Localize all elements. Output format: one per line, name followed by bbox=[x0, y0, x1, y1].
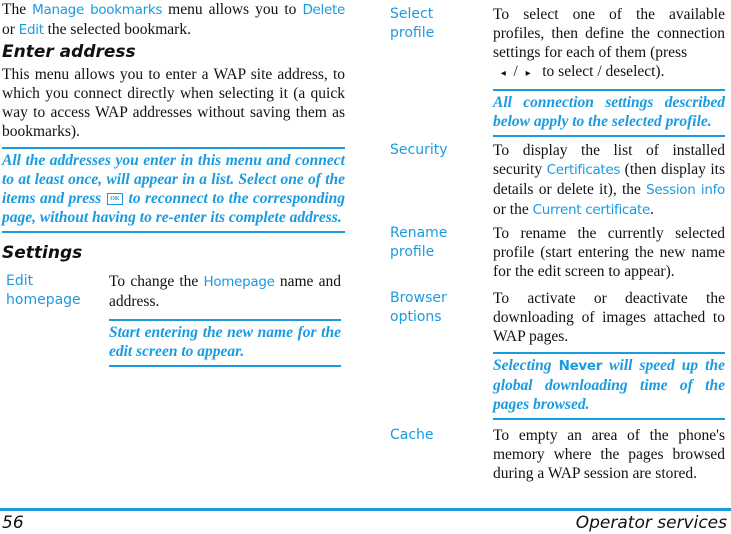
page-footer bbox=[0, 508, 731, 533]
cache-label: Cache bbox=[390, 427, 434, 443]
rename-profile-desc: To rename the currently selected profile (start entering the new name for the edit screen to appear). bbox=[493, 225, 725, 280]
homepage-link: Homepage bbox=[203, 274, 275, 290]
browser-options-note: Selecting Never will speed up the global downloading time of the pages browsed. bbox=[493, 352, 725, 420]
manage-bookmarks-link: Manage bookmarks bbox=[32, 2, 163, 18]
ok-key-icon: OK bbox=[107, 193, 122, 205]
security-desc: To display the list of installed security Certificates (then display its details or delete it), the Session info or the Current certificate. bbox=[493, 142, 725, 218]
settings-heading: Settings bbox=[2, 243, 83, 263]
intro-paragraph: The Manage bookmarks menu allows you to Delete or Edit the selected bookmark. bbox=[2, 1, 345, 38]
delete-link: Delete bbox=[302, 2, 345, 18]
section-title: Operator services bbox=[575, 513, 727, 533]
cache-desc: To empty an area of the phone's memory where the pages browsed during a WAP session are stored. bbox=[493, 427, 725, 482]
edit-link: Edit bbox=[18, 22, 44, 38]
enter-address-text: This menu allows you to enter a WAP site address, to which you connect directly when selecting it (a quick way to access WAP addresses without saving them as bookmarks). bbox=[2, 66, 345, 140]
current-certificate-link: Current certificate bbox=[532, 202, 651, 218]
browser-options-desc: To activate or deactivate the downloading of images attached to WAP pages. Selecting Never will speed up the global downloading time of the pages browsed. bbox=[493, 289, 725, 420]
edit-homepage-note: Start entering the new name for the edit screen to appear. bbox=[109, 319, 341, 367]
select-profile-note: All connection settings described below apply to the selected profile. bbox=[493, 89, 725, 137]
edit-homepage-desc: To change the Homepage name and address. Start entering the new name for the edit screen to appear. bbox=[109, 272, 341, 367]
security-label: Security bbox=[390, 142, 448, 158]
browser-options-label: Browser options bbox=[390, 290, 447, 325]
left-column bbox=[2, 0, 345, 263]
rename-profile-label: Rename profile bbox=[390, 225, 448, 260]
session-info-link: Session info bbox=[646, 182, 725, 198]
left-arrow-icon: ◂ bbox=[500, 68, 506, 79]
certificates-link: Certificates bbox=[546, 162, 621, 178]
page-number: 56 bbox=[2, 513, 24, 533]
enter-address-heading: Enter address bbox=[2, 42, 136, 62]
enter-address-note: All the addresses you enter in this menu and connect to at least once, will appear in a list. Select one of the items and press OK to reconnect to the corresponding page, without having to re-enter its complete address. bbox=[2, 147, 345, 233]
select-profile-desc: To select one of the available profiles, then define the connection settings for each of them (press ◂ / ▸ to select / deselect). All connection settings described below apply to the selected profile. bbox=[493, 5, 725, 137]
right-arrow-icon: ▸ bbox=[525, 68, 531, 79]
select-profile-label: Select profile bbox=[390, 6, 435, 41]
edit-homepage-label: Edit homepage bbox=[6, 273, 81, 308]
